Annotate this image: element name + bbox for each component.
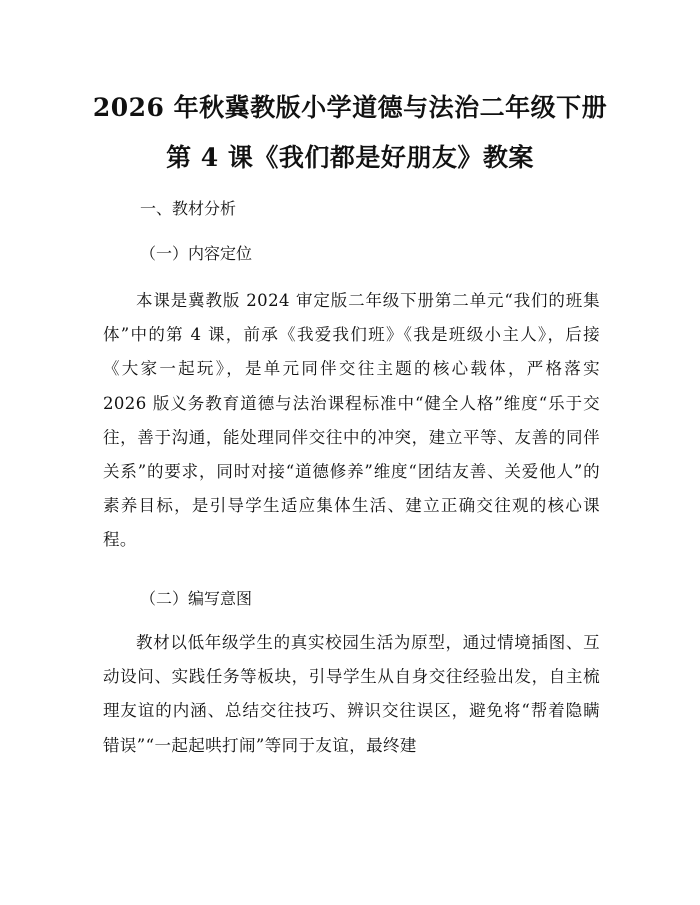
section-heading-textbook-analysis: 一、教材分析 (140, 199, 237, 218)
document-title-line-1: 2026 年秋冀教版小学道德与法治二年级下册 (92, 93, 608, 122)
paragraph-content-positioning: 本课是冀教版 2024 审定版二年级下册第二单元“我们的班集体”中的第 4 课，前承《我爱我们班》《我是班级小主人》，后接《大家一起玩》，是单元同伴交往主题的核心载体，严格落实 2026 版义务教育道德与法治课程标准中“健全人格”维度“乐于交往，善于沟通，能处理同伴交往中的冲突，建立平等、友善的同伴关系”的要求，同时对接“道德修养”维度“团结友善、关爱他人”的素养目标，是引导学生适应集体生活、建立正确交往观的核心课程。 (103, 291, 600, 550)
subsection-heading-content-positioning: （一）内容定位 (140, 244, 253, 263)
subsection-heading-writing-intent: （二）编写意图 (140, 589, 253, 608)
paragraph-writing-intent: 教材以低年级学生的真实校园生活为原型，通过情境插图、互动设问、实践任务等板块，引导学生从自身交往经验出发，自主梳理友谊的内涵、总结交往技巧、辨识交往误区，避免将“帮着隐瞒错误”“一起起哄打闹”等同于友谊，最终建 (103, 633, 600, 755)
document-title-line-2: 第 4 课《我们都是好朋友》教案 (166, 143, 534, 172)
